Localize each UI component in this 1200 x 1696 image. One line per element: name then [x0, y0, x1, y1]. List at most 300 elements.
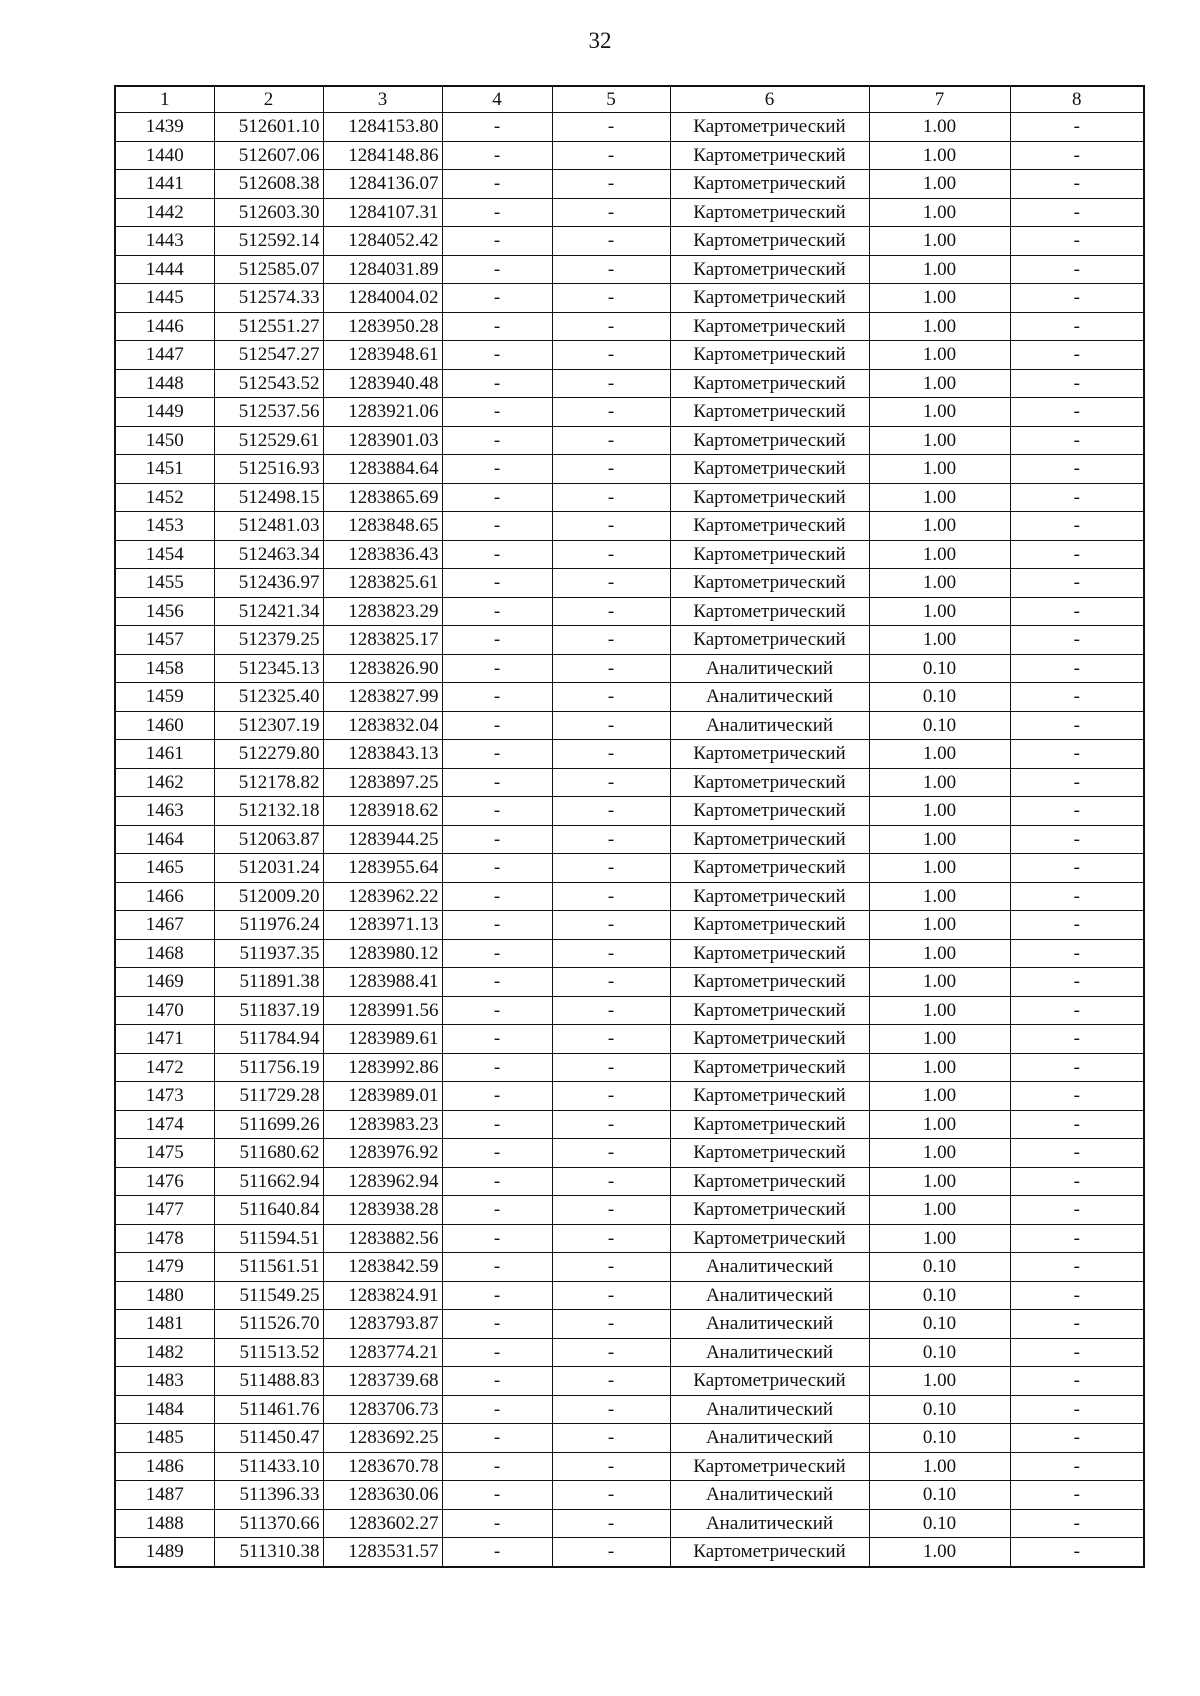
table-cell-col-3: 1283865.69: [323, 483, 442, 512]
table-cell-col-1: 1454: [115, 540, 214, 569]
table-cell-col-6: Картометрический: [670, 255, 869, 284]
table-cell-col-5: -: [552, 854, 670, 883]
table-cell-col-8: -: [1010, 284, 1144, 313]
table-cell-col-3: 1283884.64: [323, 455, 442, 484]
table-row: [115, 1481, 1144, 1510]
table-row: [115, 455, 1144, 484]
table-cell-col-6: Картометрический: [670, 1025, 869, 1054]
table-cell-col-3: 1283950.28: [323, 312, 442, 341]
table-cell-col-5: -: [552, 1538, 670, 1567]
table-cell-col-8: -: [1010, 825, 1144, 854]
table-cell-col-4: -: [442, 1253, 552, 1282]
column-header-2: 2: [214, 86, 323, 113]
table-cell-col-2: 512463.34: [214, 540, 323, 569]
table-cell-col-7: 0.10: [869, 1481, 1010, 1510]
table-cell-col-6: Аналитический: [670, 1310, 869, 1339]
table-cell-col-8: -: [1010, 797, 1144, 826]
table-cell-col-7: 1.00: [869, 284, 1010, 313]
table-row: [115, 1395, 1144, 1424]
table-cell-col-4: -: [442, 1281, 552, 1310]
table-cell-col-6: Картометрический: [670, 1452, 869, 1481]
table-cell-col-7: 1.00: [869, 569, 1010, 598]
table-cell-col-4: -: [442, 1509, 552, 1538]
table-row: [115, 711, 1144, 740]
table-cell-col-5: -: [552, 597, 670, 626]
table-cell-col-1: 1452: [115, 483, 214, 512]
table-cell-col-3: 1283832.04: [323, 711, 442, 740]
table-row: [115, 1082, 1144, 1111]
table-row: [115, 369, 1144, 398]
table-cell-col-6: Картометрический: [670, 170, 869, 199]
table-cell-col-7: 1.00: [869, 768, 1010, 797]
table-cell-col-1: 1467: [115, 911, 214, 940]
table-cell-col-3: 1284052.42: [323, 227, 442, 256]
table-cell-col-7: 1.00: [869, 882, 1010, 911]
table-row: [115, 911, 1144, 940]
table-cell-col-2: 512603.30: [214, 198, 323, 227]
table-cell-col-4: -: [442, 854, 552, 883]
table-cell-col-7: 1.00: [869, 854, 1010, 883]
table-cell-col-4: -: [442, 170, 552, 199]
table-cell-col-4: -: [442, 768, 552, 797]
table-cell-col-1: 1461: [115, 740, 214, 769]
table-cell-col-2: 511784.94: [214, 1025, 323, 1054]
table-cell-col-7: 1.00: [869, 341, 1010, 370]
table-cell-col-8: -: [1010, 483, 1144, 512]
table-row: [115, 512, 1144, 541]
table-cell-col-7: 1.00: [869, 1082, 1010, 1111]
table-cell-col-1: 1455: [115, 569, 214, 598]
table-cell-col-2: 512529.61: [214, 426, 323, 455]
table-cell-col-4: -: [442, 1395, 552, 1424]
table-cell-col-1: 1464: [115, 825, 214, 854]
table-cell-col-6: Картометрический: [670, 569, 869, 598]
table-cell-col-4: -: [442, 968, 552, 997]
table-cell-col-4: -: [442, 1196, 552, 1225]
table-cell-col-2: 512547.27: [214, 341, 323, 370]
table-cell-col-4: -: [442, 1025, 552, 1054]
table-cell-col-5: -: [552, 1338, 670, 1367]
table-cell-col-5: -: [552, 1481, 670, 1510]
table-cell-col-8: -: [1010, 654, 1144, 683]
table-cell-col-7: 1.00: [869, 1538, 1010, 1567]
table-cell-col-4: -: [442, 198, 552, 227]
table-cell-col-4: -: [442, 455, 552, 484]
table-cell-col-6: Картометрический: [670, 939, 869, 968]
table-cell-col-6: Картометрический: [670, 141, 869, 170]
table-row: [115, 255, 1144, 284]
table-cell-col-2: 511680.62: [214, 1139, 323, 1168]
table-row: [115, 882, 1144, 911]
table-row: [115, 113, 1144, 142]
table-cell-col-2: 511461.76: [214, 1395, 323, 1424]
table-cell-col-8: -: [1010, 455, 1144, 484]
table-row: [115, 1025, 1144, 1054]
table-cell-col-2: 511488.83: [214, 1367, 323, 1396]
table-cell-col-4: -: [442, 255, 552, 284]
table-cell-col-6: Картометрический: [670, 825, 869, 854]
column-header-5: 5: [552, 86, 670, 113]
table-cell-col-8: -: [1010, 626, 1144, 655]
table-cell-col-3: 1283823.29: [323, 597, 442, 626]
table-cell-col-2: 511729.28: [214, 1082, 323, 1111]
table-cell-col-7: 0.10: [869, 1424, 1010, 1453]
table-cell-col-6: Картометрический: [670, 113, 869, 142]
table-cell-col-3: 1283948.61: [323, 341, 442, 370]
table-cell-col-7: 1.00: [869, 255, 1010, 284]
table-cell-col-2: 512574.33: [214, 284, 323, 313]
table-cell-col-6: Картометрический: [670, 483, 869, 512]
table-cell-col-4: -: [442, 1424, 552, 1453]
table-cell-col-6: Картометрический: [670, 227, 869, 256]
table-cell-col-2: 512481.03: [214, 512, 323, 541]
table-cell-col-3: 1283976.92: [323, 1139, 442, 1168]
table-cell-col-1: 1487: [115, 1481, 214, 1510]
table-cell-col-4: -: [442, 939, 552, 968]
table-cell-col-8: -: [1010, 398, 1144, 427]
table-cell-col-1: 1486: [115, 1452, 214, 1481]
column-header-4: 4: [442, 86, 552, 113]
table-cell-col-7: 1.00: [869, 512, 1010, 541]
table-cell-col-4: -: [442, 996, 552, 1025]
table-cell-col-3: 1283739.68: [323, 1367, 442, 1396]
table-cell-col-3: 1283706.73: [323, 1395, 442, 1424]
table-cell-col-3: 1283848.65: [323, 512, 442, 541]
table-row: [115, 170, 1144, 199]
table-cell-col-5: -: [552, 255, 670, 284]
table-cell-col-2: 512592.14: [214, 227, 323, 256]
table-cell-col-3: 1283827.99: [323, 683, 442, 712]
table-row: [115, 996, 1144, 1025]
table-cell-col-2: 511450.47: [214, 1424, 323, 1453]
table-cell-col-8: -: [1010, 1509, 1144, 1538]
table-cell-col-8: -: [1010, 768, 1144, 797]
table-cell-col-3: 1283983.23: [323, 1110, 442, 1139]
table-cell-col-4: -: [442, 369, 552, 398]
table-cell-col-5: -: [552, 911, 670, 940]
table-row: [115, 1110, 1144, 1139]
table-row: [115, 284, 1144, 313]
table-cell-col-5: -: [552, 825, 670, 854]
table-cell-col-3: 1283989.61: [323, 1025, 442, 1054]
table-cell-col-2: 512132.18: [214, 797, 323, 826]
table-cell-col-7: 1.00: [869, 540, 1010, 569]
table-cell-col-6: Картометрический: [670, 854, 869, 883]
table-cell-col-2: 512551.27: [214, 312, 323, 341]
table-cell-col-7: 0.10: [869, 1281, 1010, 1310]
table-cell-col-3: 1283918.62: [323, 797, 442, 826]
table-cell-col-3: 1283991.56: [323, 996, 442, 1025]
table-cell-col-8: -: [1010, 1139, 1144, 1168]
table-cell-col-4: -: [442, 626, 552, 655]
table-cell-col-6: Картометрический: [670, 1538, 869, 1567]
table-body: [115, 113, 1144, 1567]
table-row: [115, 1367, 1144, 1396]
table-cell-col-2: 512498.15: [214, 483, 323, 512]
table-row: [115, 825, 1144, 854]
table-cell-col-5: -: [552, 284, 670, 313]
table-cell-col-1: 1478: [115, 1224, 214, 1253]
table-cell-col-1: 1458: [115, 654, 214, 683]
table-cell-col-4: -: [442, 341, 552, 370]
table-cell-col-8: -: [1010, 1452, 1144, 1481]
table-cell-col-2: 511640.84: [214, 1196, 323, 1225]
table-cell-col-4: -: [442, 1082, 552, 1111]
table-cell-col-6: Картометрический: [670, 1110, 869, 1139]
table-cell-col-7: 1.00: [869, 1025, 1010, 1054]
table-cell-col-7: 1.00: [869, 1110, 1010, 1139]
table-cell-col-7: 1.00: [869, 597, 1010, 626]
table-cell-col-6: Картометрический: [670, 512, 869, 541]
column-header-3: 3: [323, 86, 442, 113]
table-cell-col-1: 1489: [115, 1538, 214, 1567]
table-cell-col-6: Картометрический: [670, 369, 869, 398]
table-cell-col-4: -: [442, 540, 552, 569]
table-cell-col-3: 1283774.21: [323, 1338, 442, 1367]
table-cell-col-4: -: [442, 113, 552, 142]
table-cell-col-5: -: [552, 1253, 670, 1282]
table-cell-col-5: -: [552, 227, 670, 256]
table-cell-col-2: 511594.51: [214, 1224, 323, 1253]
table-cell-col-8: -: [1010, 227, 1144, 256]
table-cell-col-7: 1.00: [869, 198, 1010, 227]
table-cell-col-6: Картометрический: [670, 768, 869, 797]
table-cell-col-6: Картометрический: [670, 1196, 869, 1225]
table-cell-col-1: 1463: [115, 797, 214, 826]
table-cell-col-4: -: [442, 797, 552, 826]
table-cell-col-6: Картометрический: [670, 1167, 869, 1196]
table-cell-col-4: -: [442, 512, 552, 541]
table-cell-col-3: 1283992.86: [323, 1053, 442, 1082]
table-cell-col-5: -: [552, 1452, 670, 1481]
table-row: [115, 597, 1144, 626]
table-cell-col-3: 1283630.06: [323, 1481, 442, 1510]
table-cell-col-3: 1283670.78: [323, 1452, 442, 1481]
table-row: [115, 1310, 1144, 1339]
table-cell-col-1: 1456: [115, 597, 214, 626]
table-cell-col-3: 1283692.25: [323, 1424, 442, 1453]
table-row: [115, 1224, 1144, 1253]
table-cell-col-3: 1284148.86: [323, 141, 442, 170]
table-cell-col-8: -: [1010, 312, 1144, 341]
table-cell-col-3: 1283921.06: [323, 398, 442, 427]
table-cell-col-1: 1473: [115, 1082, 214, 1111]
table-cell-col-8: -: [1010, 1110, 1144, 1139]
table-cell-col-5: -: [552, 1053, 670, 1082]
table-cell-col-1: 1484: [115, 1395, 214, 1424]
table-cell-col-4: -: [442, 569, 552, 598]
table-cell-col-8: -: [1010, 1395, 1144, 1424]
table-cell-col-2: 511549.25: [214, 1281, 323, 1310]
table-cell-col-8: -: [1010, 1281, 1144, 1310]
table-cell-col-2: 511662.94: [214, 1167, 323, 1196]
table-cell-col-8: -: [1010, 512, 1144, 541]
table-cell-col-6: Аналитический: [670, 1481, 869, 1510]
page-number: 32: [588, 28, 612, 53]
table-cell-col-5: -: [552, 1367, 670, 1396]
table-row: [115, 939, 1144, 968]
table-cell-col-7: 1.00: [869, 483, 1010, 512]
table-cell-col-8: -: [1010, 1224, 1144, 1253]
table-row: [115, 1281, 1144, 1310]
table-cell-col-2: 512345.13: [214, 654, 323, 683]
table-cell-col-2: 511891.38: [214, 968, 323, 997]
table-cell-col-6: Картометрический: [670, 1139, 869, 1168]
table-cell-col-7: 1.00: [869, 825, 1010, 854]
table-cell-col-3: 1284107.31: [323, 198, 442, 227]
table-cell-col-2: 511837.19: [214, 996, 323, 1025]
table-cell-col-3: 1283901.03: [323, 426, 442, 455]
table-row: [115, 1053, 1144, 1082]
table-cell-col-1: 1479: [115, 1253, 214, 1282]
table-cell-col-2: 511976.24: [214, 911, 323, 940]
table-row: [115, 683, 1144, 712]
table-row: [115, 626, 1144, 655]
table-row: [115, 227, 1144, 256]
table-cell-col-3: 1283843.13: [323, 740, 442, 769]
table-cell-col-3: 1283531.57: [323, 1538, 442, 1567]
table-cell-col-6: Аналитический: [670, 1395, 869, 1424]
table-cell-col-8: -: [1010, 113, 1144, 142]
table-cell-col-1: 1468: [115, 939, 214, 968]
table-cell-col-4: -: [442, 1224, 552, 1253]
table-cell-col-5: -: [552, 1082, 670, 1111]
table-cell-col-4: -: [442, 1338, 552, 1367]
table-row: [115, 426, 1144, 455]
table-cell-col-7: 1.00: [869, 911, 1010, 940]
table-cell-col-7: 1.00: [869, 797, 1010, 826]
table-cell-col-7: 1.00: [869, 996, 1010, 1025]
table-row: [115, 1452, 1144, 1481]
table-cell-col-2: 512178.82: [214, 768, 323, 797]
table-cell-col-8: -: [1010, 1538, 1144, 1567]
table-cell-col-7: 1.00: [869, 626, 1010, 655]
table-cell-col-2: 511370.66: [214, 1509, 323, 1538]
table-cell-col-5: -: [552, 1167, 670, 1196]
table-row: [115, 483, 1144, 512]
table-cell-col-1: 1440: [115, 141, 214, 170]
table-cell-col-4: -: [442, 312, 552, 341]
table-cell-col-8: -: [1010, 141, 1144, 170]
table-cell-col-1: 1475: [115, 1139, 214, 1168]
table-cell-col-5: -: [552, 996, 670, 1025]
table-header-row: [115, 86, 1144, 113]
table-row: [115, 1509, 1144, 1538]
table-cell-col-8: -: [1010, 597, 1144, 626]
table-cell-col-6: Аналитический: [670, 1281, 869, 1310]
table-cell-col-8: -: [1010, 1424, 1144, 1453]
table-cell-col-8: -: [1010, 854, 1144, 883]
table-cell-col-8: -: [1010, 1025, 1144, 1054]
table-cell-col-1: 1483: [115, 1367, 214, 1396]
table-row: [115, 1253, 1144, 1282]
table-cell-col-7: 1.00: [869, 170, 1010, 199]
table-cell-col-3: 1283793.87: [323, 1310, 442, 1339]
table-cell-col-4: -: [442, 483, 552, 512]
table-cell-col-4: -: [442, 1053, 552, 1082]
table-cell-col-3: 1283842.59: [323, 1253, 442, 1282]
table-cell-col-8: -: [1010, 911, 1144, 940]
column-header-6: 6: [670, 86, 869, 113]
table-cell-col-6: Аналитический: [670, 1253, 869, 1282]
table-cell-col-6: Картометрический: [670, 198, 869, 227]
table-cell-col-6: Картометрический: [670, 426, 869, 455]
table-cell-col-5: -: [552, 968, 670, 997]
table-cell-col-3: 1283962.22: [323, 882, 442, 911]
table-cell-col-7: 0.10: [869, 654, 1010, 683]
table-cell-col-4: -: [442, 1110, 552, 1139]
table-cell-col-5: -: [552, 483, 670, 512]
table-cell-col-2: 511561.51: [214, 1253, 323, 1282]
table-cell-col-8: -: [1010, 1481, 1144, 1510]
table-cell-col-3: 1283938.28: [323, 1196, 442, 1225]
table-cell-col-3: 1283824.91: [323, 1281, 442, 1310]
table-cell-col-2: 512379.25: [214, 626, 323, 655]
table-cell-col-7: 0.10: [869, 1509, 1010, 1538]
table-cell-col-1: 1443: [115, 227, 214, 256]
table-cell-col-1: 1476: [115, 1167, 214, 1196]
table-cell-col-1: 1441: [115, 170, 214, 199]
table-cell-col-3: 1284153.80: [323, 113, 442, 142]
table-cell-col-7: 1.00: [869, 426, 1010, 455]
table-cell-col-5: -: [552, 1110, 670, 1139]
table-cell-col-4: -: [442, 1310, 552, 1339]
table-cell-col-2: 512325.40: [214, 683, 323, 712]
table-row: [115, 968, 1144, 997]
table-cell-col-3: 1283980.12: [323, 939, 442, 968]
table-cell-col-7: 1.00: [869, 141, 1010, 170]
table-cell-col-2: 512307.19: [214, 711, 323, 740]
table-row: [115, 540, 1144, 569]
table-cell-col-8: -: [1010, 939, 1144, 968]
table-cell-col-5: -: [552, 398, 670, 427]
table-cell-col-2: 511513.52: [214, 1338, 323, 1367]
table-cell-col-5: -: [552, 797, 670, 826]
table-cell-col-5: -: [552, 198, 670, 227]
table-cell-col-1: 1445: [115, 284, 214, 313]
table-cell-col-7: 0.10: [869, 1310, 1010, 1339]
coordinates-table: [114, 85, 1145, 1568]
table-cell-col-2: 512537.56: [214, 398, 323, 427]
table-cell-col-5: -: [552, 626, 670, 655]
table-cell-col-7: 1.00: [869, 398, 1010, 427]
table-cell-col-5: -: [552, 113, 670, 142]
table-row: [115, 768, 1144, 797]
table-cell-col-1: 1471: [115, 1025, 214, 1054]
table-cell-col-8: -: [1010, 569, 1144, 598]
table-cell-col-1: 1460: [115, 711, 214, 740]
table-cell-col-4: -: [442, 398, 552, 427]
table-cell-col-4: -: [442, 284, 552, 313]
table-cell-col-6: Картометрический: [670, 455, 869, 484]
table-cell-col-4: -: [442, 1538, 552, 1567]
table-row: [115, 1424, 1144, 1453]
table-cell-col-2: 512421.34: [214, 597, 323, 626]
table-cell-col-1: 1482: [115, 1338, 214, 1367]
table-cell-col-6: Картометрический: [670, 1082, 869, 1111]
table-cell-col-8: -: [1010, 740, 1144, 769]
table-cell-col-2: 512279.80: [214, 740, 323, 769]
table-cell-col-1: 1481: [115, 1310, 214, 1339]
table-cell-col-4: -: [442, 654, 552, 683]
table-cell-col-8: -: [1010, 1167, 1144, 1196]
table-cell-col-5: -: [552, 1509, 670, 1538]
table-row: [115, 797, 1144, 826]
table-cell-col-5: -: [552, 1310, 670, 1339]
table-row: [115, 1167, 1144, 1196]
table-cell-col-7: 1.00: [869, 1224, 1010, 1253]
table-cell-col-7: 1.00: [869, 1053, 1010, 1082]
